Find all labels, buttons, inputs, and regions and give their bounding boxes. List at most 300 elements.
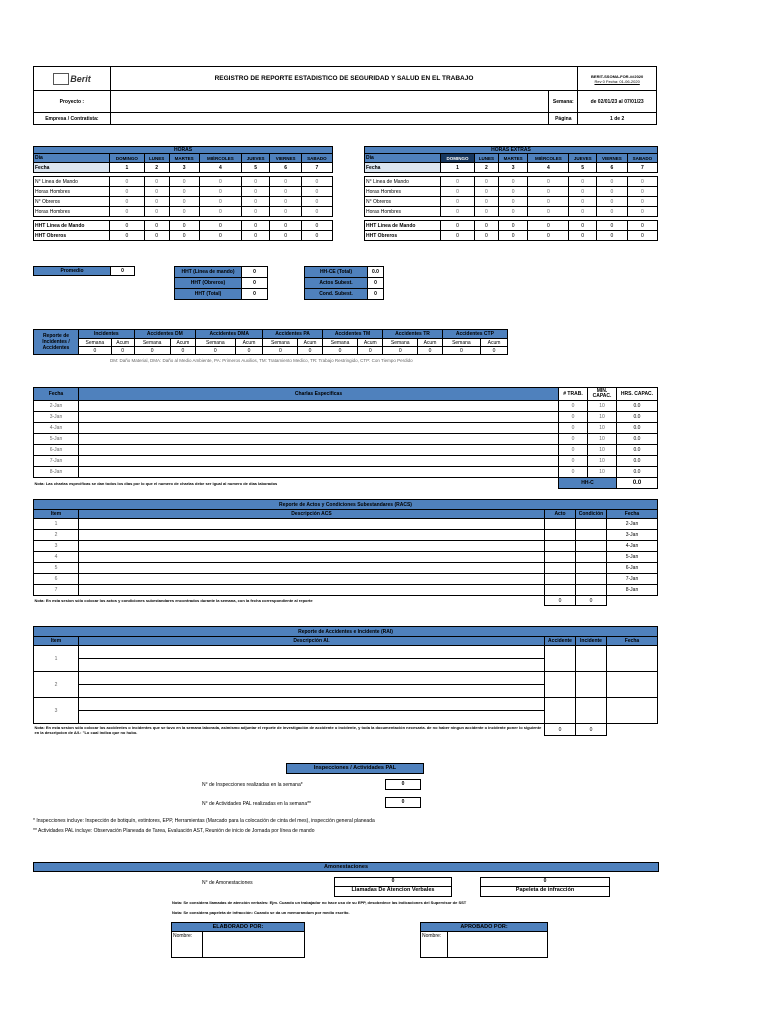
charla-descripcion[interactable] — [79, 401, 559, 412]
charla-trab[interactable]: 0 — [559, 412, 588, 423]
incident-count[interactable]: 0 — [263, 347, 298, 355]
charla-trab[interactable]: 0 — [559, 434, 588, 445]
rai-accidente[interactable] — [545, 698, 576, 724]
hours-cell[interactable]: 0 — [597, 177, 628, 187]
hours-cell[interactable]: 0 — [498, 197, 528, 207]
racs-note: Nota: En esta sesion sólo colocar los actos y condiciones subestandares encontrados durante la semana, con la fecha correspondiente al reporte — [34, 598, 313, 604]
racs-condicion[interactable] — [576, 541, 607, 552]
racs-item: 7 — [34, 585, 79, 596]
cond-value: 0 — [368, 289, 384, 300]
racs-acto[interactable] — [545, 519, 576, 530]
hours-cell[interactable]: 0 — [169, 197, 199, 207]
table-row — [34, 197, 333, 207]
hours-cell[interactable]: 0 — [241, 177, 269, 187]
acum-subheader: Acum — [418, 339, 443, 347]
acum-subheader: Acum — [170, 339, 195, 347]
day-header: VIERNES — [270, 154, 301, 163]
hours-cell[interactable]: 0 — [241, 197, 269, 207]
incident-count[interactable]: 0 — [298, 347, 323, 355]
hours-cell[interactable]: 0 — [301, 187, 332, 197]
charla-fecha: 8-Jan — [34, 467, 79, 478]
promedio-value: 0 — [111, 267, 135, 276]
day-header: SABADO — [627, 154, 657, 163]
table-row — [365, 221, 658, 231]
hours-cell[interactable]: 0 — [627, 187, 657, 197]
elaborado-nombre-label: Nombre: — [172, 932, 203, 957]
hours-cell[interactable]: 0 — [241, 187, 269, 197]
fecha-label: Fecha — [365, 163, 441, 173]
rai-accidente[interactable] — [545, 672, 576, 698]
promedio-label: Promedio — [34, 267, 111, 276]
charla-trab[interactable]: 0 — [559, 401, 588, 412]
racs-fecha: 7-Jan — [607, 574, 658, 585]
hours-cell[interactable]: 0 — [270, 187, 301, 197]
rai-fecha[interactable] — [607, 698, 658, 724]
racs-item: 2 — [34, 530, 79, 541]
hht-label: HHT Linea de Mando — [365, 221, 441, 231]
empresa-field[interactable] — [110, 113, 549, 125]
fecha-header: Fecha — [607, 637, 658, 646]
rai-fecha[interactable] — [607, 672, 658, 698]
racs-condicion[interactable] — [576, 519, 607, 530]
incident-count[interactable]: 0 — [383, 347, 418, 355]
day-number: 7 — [627, 163, 657, 173]
charla-trab[interactable]: 0 — [559, 467, 588, 478]
hht-obreros-label: HHT (Obreros) — [175, 278, 242, 289]
charla-min[interactable]: 10 — [588, 456, 617, 467]
hours-cell[interactable]: 0 — [441, 207, 475, 217]
hours-cell[interactable]: 0 — [199, 197, 241, 207]
semana-subheader: Semana — [79, 339, 112, 347]
hours-cell[interactable]: 0 — [144, 187, 169, 197]
incident-count[interactable]: 0 — [170, 347, 195, 355]
rai-descripcion[interactable] — [79, 659, 545, 672]
hours-cell[interactable]: 0 — [597, 197, 628, 207]
hours-cell[interactable]: 0 — [569, 187, 597, 197]
rai-title: Reporte de Accidentes e Incidente (RAI) — [34, 627, 658, 637]
hours-cell[interactable]: 0 — [270, 177, 301, 187]
rai-descripcion[interactable] — [79, 672, 545, 685]
day-number: 5 — [569, 163, 597, 173]
hhce-label: HH-CE (Total) — [305, 267, 368, 278]
day-number: 2 — [474, 163, 498, 173]
racs-acto[interactable] — [545, 552, 576, 563]
section-title: HORAS EXTRAS — [365, 147, 658, 154]
day-header: LUNES — [144, 154, 169, 163]
hht-total-value: 0 — [242, 289, 268, 300]
charla-hrs: 0.0 — [617, 423, 658, 434]
table-row — [365, 147, 658, 154]
rai-descripcion[interactable] — [79, 685, 545, 698]
table-row — [365, 154, 658, 163]
spacer — [607, 724, 658, 736]
racs-item: 1 — [34, 519, 79, 530]
charla-trab[interactable]: 0 — [559, 423, 588, 434]
hours-cell[interactable]: 0 — [627, 197, 657, 207]
charla-trab[interactable]: 0 — [559, 445, 588, 456]
hours-cell[interactable]: 0 — [528, 177, 569, 187]
hours-cell[interactable]: 0 — [474, 187, 498, 197]
day-number: 6 — [597, 163, 628, 173]
hours-cell[interactable]: 0 — [110, 207, 145, 217]
charla-fecha: 5-Jan — [34, 434, 79, 445]
rai-table — [33, 626, 658, 736]
hours-cell[interactable]: 0 — [270, 207, 301, 217]
racs-condicion[interactable] — [576, 552, 607, 563]
incident-count[interactable]: 0 — [235, 347, 263, 355]
hours-cell[interactable]: 0 — [169, 177, 199, 187]
rai-descripcion[interactable] — [79, 711, 545, 724]
table-row — [34, 423, 658, 434]
hht-cell: 0 — [627, 221, 657, 231]
charlas-note: Nota: Las charlas especificas se dan todos los dias por lo que el numero de charlas debe ser igual al numero de dias laborados — [34, 480, 278, 486]
incidentes-legend: DM: Daño Material, DMA: Daño al Medio Ambiente, PA: Primeros Auxilios, TM: Tratamiento Medico, TR: Trabajo Restringido, CTP: Con Tiempo Perdido — [110, 358, 413, 363]
rai-incidente[interactable] — [576, 672, 607, 698]
table-row — [34, 147, 333, 154]
hht-cell: 0 — [199, 231, 241, 241]
hours-cell[interactable]: 0 — [144, 207, 169, 217]
hours-cell[interactable]: 0 — [441, 197, 475, 207]
document-code-box — [578, 67, 657, 91]
rai-accidente[interactable] — [545, 646, 576, 672]
hours-cell[interactable]: 0 — [528, 207, 569, 217]
hours-cell[interactable]: 0 — [301, 207, 332, 217]
aprobado-label: APROBADO POR: — [421, 923, 547, 932]
actos-label: Actos Subest. — [305, 278, 368, 289]
hht-cell: 0 — [441, 221, 475, 231]
hht-cell: 0 — [169, 231, 199, 241]
racs-descripcion[interactable] — [79, 541, 545, 552]
table-row — [34, 154, 333, 163]
table-row — [365, 231, 658, 241]
table-row — [34, 434, 658, 445]
incident-group-header: Accidentes CTP — [442, 330, 507, 339]
hht-cell: 0 — [169, 221, 199, 231]
charla-fecha: 2-Jan — [34, 401, 79, 412]
hours-cell[interactable]: 0 — [169, 187, 199, 197]
racs-item: 3 — [34, 541, 79, 552]
document-code: BERIT-SSOMA-FOR-##2020 — [591, 73, 644, 79]
racs-acto-total: 0 — [545, 596, 576, 606]
charla-min[interactable]: 10 — [588, 434, 617, 445]
hours-cell[interactable]: 0 — [528, 187, 569, 197]
papeleta-box[interactable] — [480, 877, 610, 897]
racs-item: 4 — [34, 552, 79, 563]
elaborado-signature-field[interactable] — [203, 932, 304, 957]
racs-acto[interactable] — [545, 541, 576, 552]
charla-descripcion[interactable] — [79, 445, 559, 456]
pal-title: Inspecciones / Actividades PAL — [286, 763, 424, 774]
hours-cell[interactable]: 0 — [474, 197, 498, 207]
hours-cell[interactable]: 0 — [528, 197, 569, 207]
rai-descripcion[interactable] — [79, 698, 545, 711]
hours-cell[interactable]: 0 — [301, 177, 332, 187]
charla-descripcion[interactable] — [79, 434, 559, 445]
acum-subheader: Acum — [481, 339, 508, 347]
racs-fecha: 3-Jan — [607, 530, 658, 541]
table-row — [34, 187, 333, 197]
day-number: 4 — [528, 163, 569, 173]
racs-descripcion[interactable] — [79, 574, 545, 585]
hours-cell[interactable]: 0 — [110, 197, 145, 207]
hours-cell[interactable]: 0 — [498, 187, 528, 197]
table-row — [34, 330, 508, 339]
aprobado-signature-field[interactable] — [448, 932, 547, 957]
spacer — [607, 596, 658, 606]
item-header: Item — [34, 510, 79, 519]
hours-cell[interactable]: 0 — [627, 177, 657, 187]
racs-condicion[interactable] — [576, 530, 607, 541]
pal-actividades-label: N° de Actividades PAL realizadas en la semana** — [202, 801, 312, 807]
table-row — [34, 339, 508, 347]
hht-mando-label: HHT (Linea de mando) — [175, 267, 242, 278]
charla-descripcion[interactable] — [79, 423, 559, 434]
hours-cell[interactable]: 0 — [169, 207, 199, 217]
row-label: N° Obreros — [365, 197, 441, 207]
hours-cell[interactable]: 0 — [569, 207, 597, 217]
incident-count[interactable]: 0 — [111, 347, 134, 355]
logo-text: Berit — [70, 73, 91, 84]
table-row — [34, 445, 658, 456]
row-label: N° Linea de Mando — [365, 177, 441, 187]
hours-cell[interactable]: 0 — [569, 177, 597, 187]
hours-cell[interactable]: 0 — [474, 207, 498, 217]
company-logo — [34, 67, 111, 91]
incident-count[interactable]: 0 — [418, 347, 443, 355]
hours-cell[interactable]: 0 — [144, 197, 169, 207]
incident-count[interactable]: 0 — [322, 347, 358, 355]
fecha-label: Fecha — [34, 163, 110, 173]
hours-cell[interactable]: 0 — [597, 207, 628, 217]
row-label: Horas Hombres — [34, 187, 110, 197]
day-header: MIÉRCOLES — [199, 154, 241, 163]
amonestaciones-note-1: Nota: Se considera llamadas de atención verbales: Ejm. Cuando un trabajador no hace uso de su EPP, desobedece las indicaciones del Supervisor de SST — [172, 900, 467, 905]
hht-cell: 0 — [474, 221, 498, 231]
table-row — [34, 207, 333, 217]
hht-cell: 0 — [301, 221, 332, 231]
racs-item: 5 — [34, 563, 79, 574]
table-row — [34, 401, 658, 412]
incidente-header: Incidente — [576, 637, 607, 646]
table-row — [34, 637, 658, 646]
desc-header: Descripción AI. — [79, 637, 545, 646]
pal-actividades-input[interactable]: 0 — [385, 797, 421, 808]
racs-condicion[interactable] — [576, 585, 607, 596]
aprobado-box — [420, 922, 548, 958]
charla-min[interactable]: 10 — [588, 467, 617, 478]
semana-label: Semana: — [549, 91, 578, 113]
acum-subheader: Acum — [358, 339, 383, 347]
day-header: JUEVES — [241, 154, 269, 163]
charla-hrs: 0.0 — [617, 456, 658, 467]
hht-cell: 0 — [528, 231, 569, 241]
racs-descripcion[interactable] — [79, 585, 545, 596]
hours-cell[interactable]: 0 — [441, 187, 475, 197]
semana-subheader: Semana — [134, 339, 170, 347]
hours-cell[interactable]: 0 — [199, 187, 241, 197]
hht-cell: 0 — [241, 231, 269, 241]
papeleta-value: 0 — [481, 878, 609, 887]
hht-cell: 0 — [270, 231, 301, 241]
hht-cell: 0 — [301, 231, 332, 241]
incident-group-header: Accidentes DMA — [196, 330, 263, 339]
racs-acto[interactable] — [545, 585, 576, 596]
pal-note-1: * Inspecciones incluye: Inspección de botiquín, extintores, EPP, Herramientas (Marcado para la colocación de cinta del mes), inspección general planeada — [33, 818, 375, 824]
incident-group-header: Accidentes DM — [134, 330, 195, 339]
charla-fecha: 6-Jan — [34, 445, 79, 456]
pal-inspecciones-label: N° de Inspecciones realizadas en la semana* — [202, 782, 303, 788]
day-number: 6 — [270, 163, 301, 173]
acto-header: Acto — [545, 510, 576, 519]
hht-cell: 0 — [110, 221, 145, 231]
charla-fecha: 3-Jan — [34, 412, 79, 423]
day-header: MARTES — [498, 154, 528, 163]
amonestaciones-title: Amonestaciones — [33, 862, 659, 872]
racs-acto[interactable] — [545, 574, 576, 585]
item-header: Item — [34, 637, 79, 646]
subest-summary — [304, 266, 384, 300]
table-row — [34, 672, 658, 685]
racs-item: 6 — [34, 574, 79, 585]
day-header: VIERNES — [597, 154, 628, 163]
charla-trab[interactable]: 0 — [559, 456, 588, 467]
acum-subheader: Acum — [298, 339, 323, 347]
charla-hrs: 0.0 — [617, 467, 658, 478]
charla-descripcion[interactable] — [79, 412, 559, 423]
day-header: MARTES — [169, 154, 199, 163]
racs-descripcion[interactable] — [79, 552, 545, 563]
acum-subheader: Acum — [235, 339, 263, 347]
fecha-header: Fecha — [607, 510, 658, 519]
rai-descripcion[interactable] — [79, 646, 545, 659]
hours-cell[interactable]: 0 — [597, 187, 628, 197]
table-row — [34, 646, 658, 659]
charla-min[interactable]: 10 — [588, 412, 617, 423]
hours-cell[interactable]: 0 — [301, 197, 332, 207]
table-row — [34, 221, 333, 231]
charla-hrs: 0.0 — [617, 401, 658, 412]
table-row — [34, 500, 658, 510]
pal-inspecciones-input[interactable]: 0 — [385, 779, 421, 790]
incident-count[interactable]: 0 — [481, 347, 508, 355]
day-header: SABADO — [301, 154, 332, 163]
hht-summary — [174, 266, 268, 300]
verbales-box[interactable] — [334, 877, 452, 897]
racs-condicion[interactable] — [576, 563, 607, 574]
charla-min[interactable]: 10 — [588, 401, 617, 412]
row-label: Horas Hombres — [365, 207, 441, 217]
row-label: N° Linea de Mando — [34, 177, 110, 187]
racs-descripcion[interactable] — [79, 563, 545, 574]
racs-title: Reporte de Actos y Condiciones Subestandares (RACS) — [34, 500, 658, 510]
racs-descripcion[interactable] — [79, 519, 545, 530]
charla-hrs: 0.0 — [617, 412, 658, 423]
day-number: 2 — [144, 163, 169, 173]
day-number: 3 — [169, 163, 199, 173]
racs-descripcion[interactable] — [79, 530, 545, 541]
hours-cell[interactable]: 0 — [199, 177, 241, 187]
hht-cell: 0 — [498, 221, 528, 231]
hours-cell[interactable]: 0 — [441, 177, 475, 187]
proyecto-field[interactable] — [110, 91, 549, 113]
incident-count[interactable]: 0 — [196, 347, 236, 355]
table-row — [365, 163, 658, 173]
hht-cell: 0 — [498, 231, 528, 241]
rai-incidente[interactable] — [576, 698, 607, 724]
document-revision: Rev 0 Fecha: 01-06-2020 — [594, 78, 640, 84]
hhce-value: 0.0 — [368, 267, 384, 278]
semana-value: de 02/01/23 al 07/01/23 — [578, 91, 657, 113]
day-number: 3 — [498, 163, 528, 173]
pal-note-2: ** Actividades PAL incluye: Observación Planeada de Tarea, Evaluación AST, Reunión de inicio de Jornada por línea de mando — [33, 828, 315, 834]
day-header: DOMINGO — [441, 154, 475, 163]
min-header: MIN. CAPAC. — [588, 388, 617, 401]
table-row — [34, 467, 658, 478]
hours-cell[interactable]: 0 — [270, 197, 301, 207]
rai-fecha[interactable] — [607, 646, 658, 672]
hours-cell[interactable]: 0 — [199, 207, 241, 217]
charlas-table — [33, 387, 658, 489]
hours-cell[interactable]: 0 — [241, 207, 269, 217]
hhc-label: HH-C — [559, 478, 617, 489]
hht-label: HHT Obreros — [34, 231, 110, 241]
actos-value: 0 — [368, 278, 384, 289]
racs-condicion[interactable] — [576, 574, 607, 585]
hours-cell[interactable]: 0 — [144, 177, 169, 187]
hours-cell[interactable]: 0 — [110, 177, 145, 187]
hours-cell[interactable]: 0 — [627, 207, 657, 217]
pagina-value: 1 de 2 — [578, 113, 657, 125]
table-row — [34, 596, 658, 606]
hours-cell[interactable]: 0 — [474, 177, 498, 187]
table-row — [34, 585, 658, 596]
rai-incidente[interactable] — [576, 646, 607, 672]
logo-icon — [53, 73, 69, 85]
hht-label: HHT Linea de Mando — [34, 221, 110, 231]
day-number: 5 — [241, 163, 269, 173]
incident-count[interactable]: 0 — [79, 347, 112, 355]
incidentes-row-label: Reporte de Incidentes / Accidentes — [34, 330, 79, 355]
charla-descripcion[interactable] — [79, 456, 559, 467]
table-row — [34, 519, 658, 530]
charla-min[interactable]: 10 — [588, 423, 617, 434]
desc-header: Descripción ACS — [79, 510, 545, 519]
hht-cell: 0 — [441, 231, 475, 241]
charla-min[interactable]: 10 — [588, 445, 617, 456]
table-row — [365, 197, 658, 207]
incident-count[interactable]: 0 — [358, 347, 383, 355]
hours-cell[interactable]: 0 — [498, 207, 528, 217]
hours-cell[interactable]: 0 — [110, 187, 145, 197]
proyecto-label: Proyecto : — [34, 91, 111, 113]
rai-acc-total: 0 — [545, 724, 576, 736]
hours-cell[interactable]: 0 — [569, 197, 597, 207]
table-row — [34, 456, 658, 467]
hht-cell: 0 — [474, 231, 498, 241]
charla-descripcion[interactable] — [79, 467, 559, 478]
dia-label: Dia — [365, 154, 441, 163]
racs-acto[interactable] — [545, 563, 576, 574]
racs-acto[interactable] — [545, 530, 576, 541]
row-label: N° Obreros — [34, 197, 110, 207]
incident-count[interactable]: 0 — [134, 347, 170, 355]
hours-cell[interactable]: 0 — [498, 177, 528, 187]
table-row — [365, 207, 658, 217]
incident-count[interactable]: 0 — [442, 347, 480, 355]
incident-group-header: Incidentes — [79, 330, 135, 339]
document-header — [33, 66, 657, 128]
hht-cell: 0 — [144, 221, 169, 231]
